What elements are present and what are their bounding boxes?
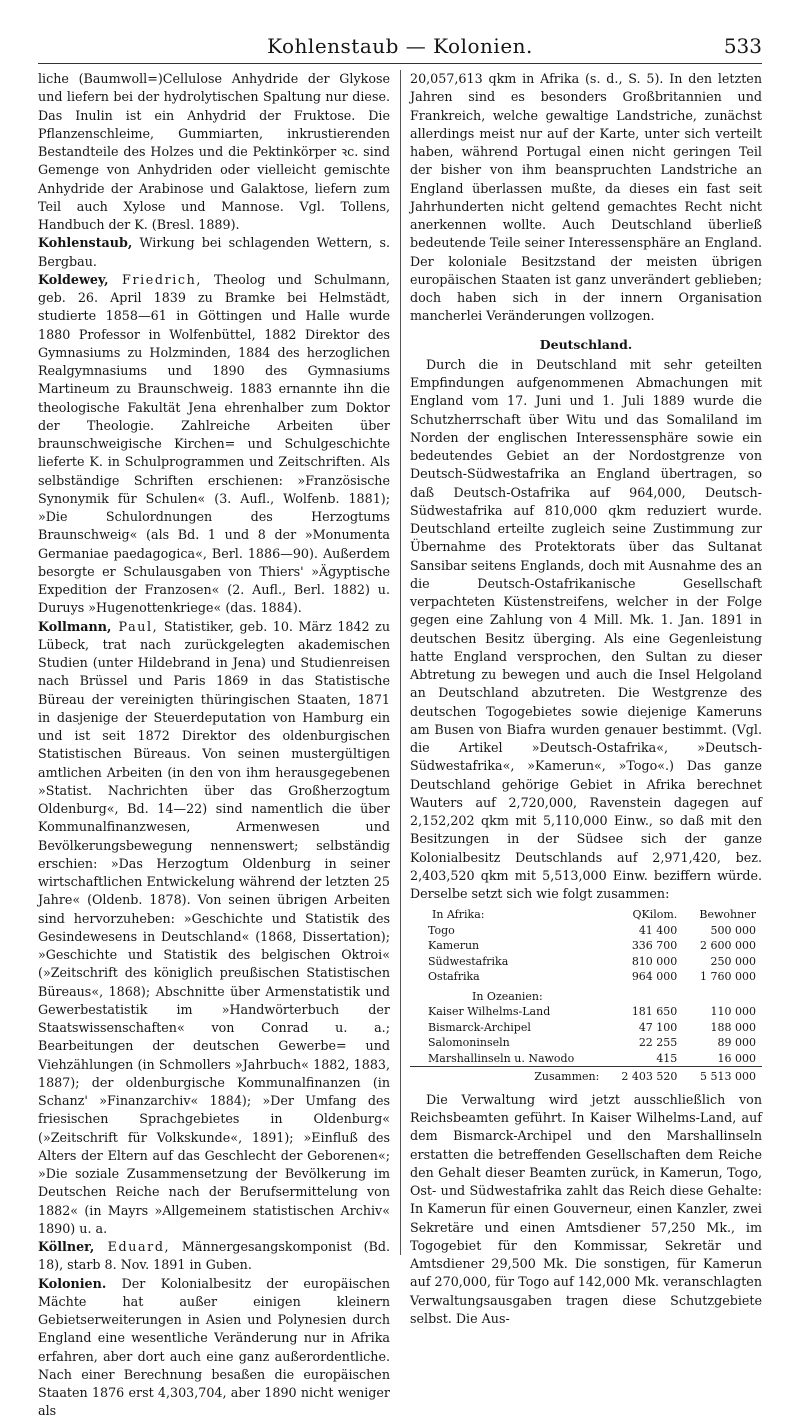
table-header: QKilom. [632, 908, 678, 922]
page-number: 533 [723, 34, 762, 58]
column-divider [400, 70, 401, 1255]
entry-kohlenstaub [38, 234, 390, 271]
table-cell: 181 650 [631, 1005, 678, 1019]
table-cell: 5 513 000 [683, 1067, 762, 1085]
table-header: Bewohner [699, 908, 756, 922]
entry-name: Friedrich, [108, 271, 203, 287]
table-cell: Ostafrika [428, 970, 480, 984]
left-column [38, 70, 390, 1419]
table-row [410, 969, 762, 985]
table-cell: Marshallinseln u. Nawodo [428, 1051, 575, 1065]
right-column [410, 70, 762, 1326]
entry-headword: Kollmann, [38, 618, 112, 634]
entry-text: Der Kolonialbesitz der europäischen Mächte hat außer einigen kleinern Gebietserweiterungen in Asien und Polynesien durch England eine wesentliche Veränderung nur in Afrika erfahren, aber dort auch eine ganz außerordentliche. Nach einer Berechnung besaßen die europäischen Staaten 1876 erst 4,303,704, aber 1890 nicht weniger als [38, 1275, 390, 1419]
entry-headword: Kolonien. [38, 1275, 107, 1291]
entry-koellner [38, 1238, 390, 1275]
table-cell: Bismarck-Archipel [428, 1020, 531, 1034]
table-cell: 22 255 [638, 1036, 678, 1050]
running-header [38, 28, 762, 64]
table-cell: Kamerun [428, 939, 480, 953]
entry-headword: Koldewey, [38, 271, 109, 287]
table-cell: Togo [428, 923, 455, 937]
entry-text: Statistiker, geb. 10. März 1842 zu Lübeck, trat nach zurückgelegten akademischen Studien (unter Hildebrand in Jena) und Studienreisen nach Brüssel und Paris 1869 in das Statistische Büreau der vereinigten thüringischen Staaten, 1871 in dasjenige der Steuerdeputation von Hamburg ein und ist seit 1872 Direktor des oldenburgischen Statistischen Büreaus. Von seinen mustergültigen amtlichen Arbeiten (in den von ihm herausgegebenen »Statist. Nachrichten über das Großherzogtum Oldenburg«, Bd. 14—22) sind namentlich die über Kommunalfinanzwesen, Armenwesen und Bevölkerungsbewegung nennenswert; selbständig erschien: »Das Herzogtum Oldenburg in seiner wirtschaftlichen Entwickelung während der letzten 25 Jahre« (Oldenb. 1878). Von seinen übrigen Arbeiten sind hervorzuheben: »Geschichte und Statistik des Gesindewesens in Deutschland« (1868, Dissertation); »Geschichte und Statistik des belgischen Oktroi« (»Zeitschrift des königlich preußischen Statistischen Büreaus«, 1868); Abschnitte über Armenstatistik und Gewerbestatistik im »Handwörterbuch der Staatswissenschaften« von Conrad u. a.; Bearbeitungen der deutschen Gewerbe= und Viehzählungen (in Schmollers »Jahrbuch« 1882, 1883, 1887); der oldenburgische Kommunalfinanzen (in Schanz' »Finanzarchiv« 1884); »Der Umfang des friesischen Sprachgebietes in Oldenburg« (»Zeitschrift für Volkskunde«, 1891); »Einfluß des Alters der Eltern auf das Geschlecht der Geborenen«; »Die soziale Zusammensetzung der Bevölkerung im Deutschen Reiche nach der Berufsermittelung von 1882« (in Mayrs »Allgemeinem statistischen Archiv« 1890) u. a. [38, 618, 390, 1236]
page-title: Kohlenstaub — Kolonien. [267, 34, 533, 58]
table-cell: Kaiser Wilhelms-Land [428, 1005, 551, 1019]
entry-text: Wirkung bei schlagenden Wettern, s. Bergbau. [38, 235, 390, 269]
table-header: In Afrika: [432, 908, 485, 922]
table-cell: Salomoninseln [428, 1036, 510, 1050]
table-cell: 810 000 [631, 954, 678, 968]
table-cell: Zusammen: [410, 1067, 605, 1085]
table-row [410, 923, 762, 939]
table-row [410, 954, 762, 970]
table-cell: 250 000 [710, 954, 756, 968]
table-cell: Südwestafrika [428, 954, 509, 968]
table-cell: 110 000 [710, 1005, 756, 1019]
table-cell: 188 000 [710, 1020, 756, 1034]
text-columns [38, 70, 762, 1419]
table-cell: 336 700 [631, 939, 678, 953]
table-row [410, 1051, 762, 1067]
paragraph: liche (Baumwoll=)Cellulose Anhydride der Glykose und liefern bei der hydrolytischen Spaltung nur diese. Das Inulin ist ein Anhydrid der Fruktose. Die Pflanzenschleime, Gummiarten, inkrustierenden Bestandteile des Holzes und die Pektinkörper ꝛc. sind Gemenge von Anhydriden oder vielleicht gemischte Anhydride der Arabinose und Galaktose, liefern zum Teil auch Xylose und Mannose. Vgl. Tollens, Handbuch der K. (Bresl. 1889). [38, 71, 390, 232]
entry-text: Theolog und Schulmann, geb. 26. April 1839 zu Bramke bei Helmstädt, studierte 1858—61 in Göttingen und Halle wurde 1880 Professor in Wolfenbüttel, 1882 Direktor des Gymnasiums zu Holzminden, 1884 des herzoglichen Realgymnasiums und 1890 des Gymnasiums Martineum zu Braunschweig. 1883 ernannte ihn die theologische Fakultät Jena ehrenhalber zum Doktor der Theologie. Zahlreiche Arbeiten über braunschweigische Kirchen= und Schulgeschichte lieferte K. in Schulprogrammen und Zeitschriften. Als selbständige Schriften erschienen: »Französische Synonymik für Schulen« (3. Aufl., Wolfenb. 1881); »Die Schulordnungen des Herzogtums Braunschweig« (als Bd. 1 und 8 der »Monumenta Germaniae paedagogica«, Berl. 1886—90). Außerdem besorgte er Schulausgaben von Thiers' »Ägyptische Expedition der Franzosen« (2. Aufl., Berl. 1882) u. Duruys »Hugenottenkriege« (das. 1884). [38, 271, 390, 616]
table-cell: 2 600 000 [700, 939, 756, 953]
entry-text: Männergesangskomponist (Bd. 18), starb 8. Nov. 1891 in Guben. [38, 1239, 390, 1273]
paragraph: 20,057,613 qkm in Afrika (s. d., S. 5). In den letzten Jahren sind es besonders Großbritannien und Frankreich, welche gewaltige Landstriche, zunächst allerdings meist nur auf der Karte, unter sich verteilt haben, während Portugal einen nicht geringen Teil der bisher von ihm beanspruchten Landstriche an England überlassen mußte, da dieses ein fast seit Jahrhunderten nicht geltend gemachtes Recht nicht anerkennen wollte. Auch Deutschland überließ bedeutende Teile seiner Interessensphäre an England. Der koloniale Besitzstand der meisten übrigen europäischen Staaten ist ganz unverändert geblieben; doch haben sich in der innern Organisation mancherlei Veränderungen vollzogen. [410, 71, 762, 324]
entry-koldewey [38, 271, 390, 618]
table-cell: 47 100 [638, 1020, 678, 1034]
entry-name: Eduard, [94, 1239, 171, 1254]
table-cell: 500 000 [710, 923, 756, 937]
paragraph: Durch die in Deutschland mit sehr geteilten Empfindungen aufgenommenen Abmachungen mit England vom 17. Juni und 1. Juli 1889 wurde die Schutzherrschaft über Witu und das Somaliland im Norden der englischen Interessensphäre sowie ein bedeutendes Gebiet an der Nordostgrenze von Deutsch-Südwestafrika an England übertragen, so daß Deutsch-Ostafrika auf 964,000, Deutsch-Südwestafrika auf 810,000 qkm reduziert wurde. Deutschland erteilte zugleich seine Zustimmung zur Übernahme des Protektorats über das Sultanat Sansibar seitens Englands, doch mit Ausnahme des an die Deutsch-Ostafrikanische Gesellschaft verpachteten Küstenstreifens, welcher in der Folge gegen eine Zahlung von 4 Mill. Mk. 1. Jan. 1891 in deutschen Besitz überging. Als eine Gegenleistung hatte England versprochen, den Sultan zu dieser Abtretung zu bewegen und auch die Insel Helgoland an Deutschland abzutreten. Die Westgrenze des deutschen Togogebietes sowie diejenige Kameruns am Busen von Biafra wurden genauer bestimmt. (Vgl. die Artikel »Deutsch-Ostafrika«, »Deutsch-Südwestafrika«, »Kamerun«, »Togo«.) Das ganze Deutschland gehörige Gebiet in Afrika berechnet Wauters auf 2,720,000, Ravenstein dagegen auf 2,152,202 qkm mit 5,110,000 Einw., so daß mit den Besitzungen in der Südsee sich der ganze Kolonialbesitz Deutschlands auf 2,971,420, bez. 2,403,520 qkm mit 5,513,000 Einw. beziffern würde. Derselbe setzt sich wie folgt zusammen: [410, 356, 762, 901]
entry-headword: Kohlenstaub, [38, 235, 133, 251]
table-group-label: In Ozeanien: [472, 989, 543, 1003]
entry-headword: Köllner, [38, 1239, 95, 1254]
table-row [410, 1035, 762, 1051]
table-row [410, 1004, 762, 1020]
table-cell: 41 400 [638, 923, 678, 937]
table-total-row [410, 1067, 762, 1085]
table-row [410, 938, 762, 954]
entry-name: Paul, [111, 618, 159, 634]
table-cell: 2 403 520 [605, 1067, 683, 1085]
entry-kollmann [38, 618, 390, 1239]
table-row [410, 1020, 762, 1036]
paragraph: Die Verwaltung wird jetzt ausschließlich von Reichsbeamten geführt. In Kaiser Wilhelms-Land, auf dem Bismarck-Archipel und den Marshallinseln erstatten die betreffenden Gesellschaften dem Reiche den Gehalt dieser Beamten zurück, in Kamerun, Togo, Ost- und Südwestafrika zahlt das Reich diese Gehalte: In Kamerun für einen Gouverneur, einen Kanzler, zwei Sekretäre und einen Amtsdiener 57,250 Mk., im Togogebiet für den Kommissar, Sekretär und Amtsdiener 29,500 Mk. Die sonstigen, für Kamerun auf 270,000, für Togo auf 142,000 Mk. veranschlagten Verwaltungsausgaben tragen diese Schutzgebiete selbst. Die Aus- [410, 1091, 762, 1326]
table-cell: 964 000 [631, 970, 678, 984]
table-cell: 89 000 [717, 1036, 756, 1050]
table-cell: 415 [656, 1051, 678, 1065]
entry-kolonien [38, 1275, 390, 1421]
colonies-table [410, 907, 762, 1085]
table-cell: 1 760 000 [700, 970, 756, 984]
section-heading: Deutschland. [539, 336, 633, 352]
table-cell: 16 000 [717, 1051, 756, 1065]
